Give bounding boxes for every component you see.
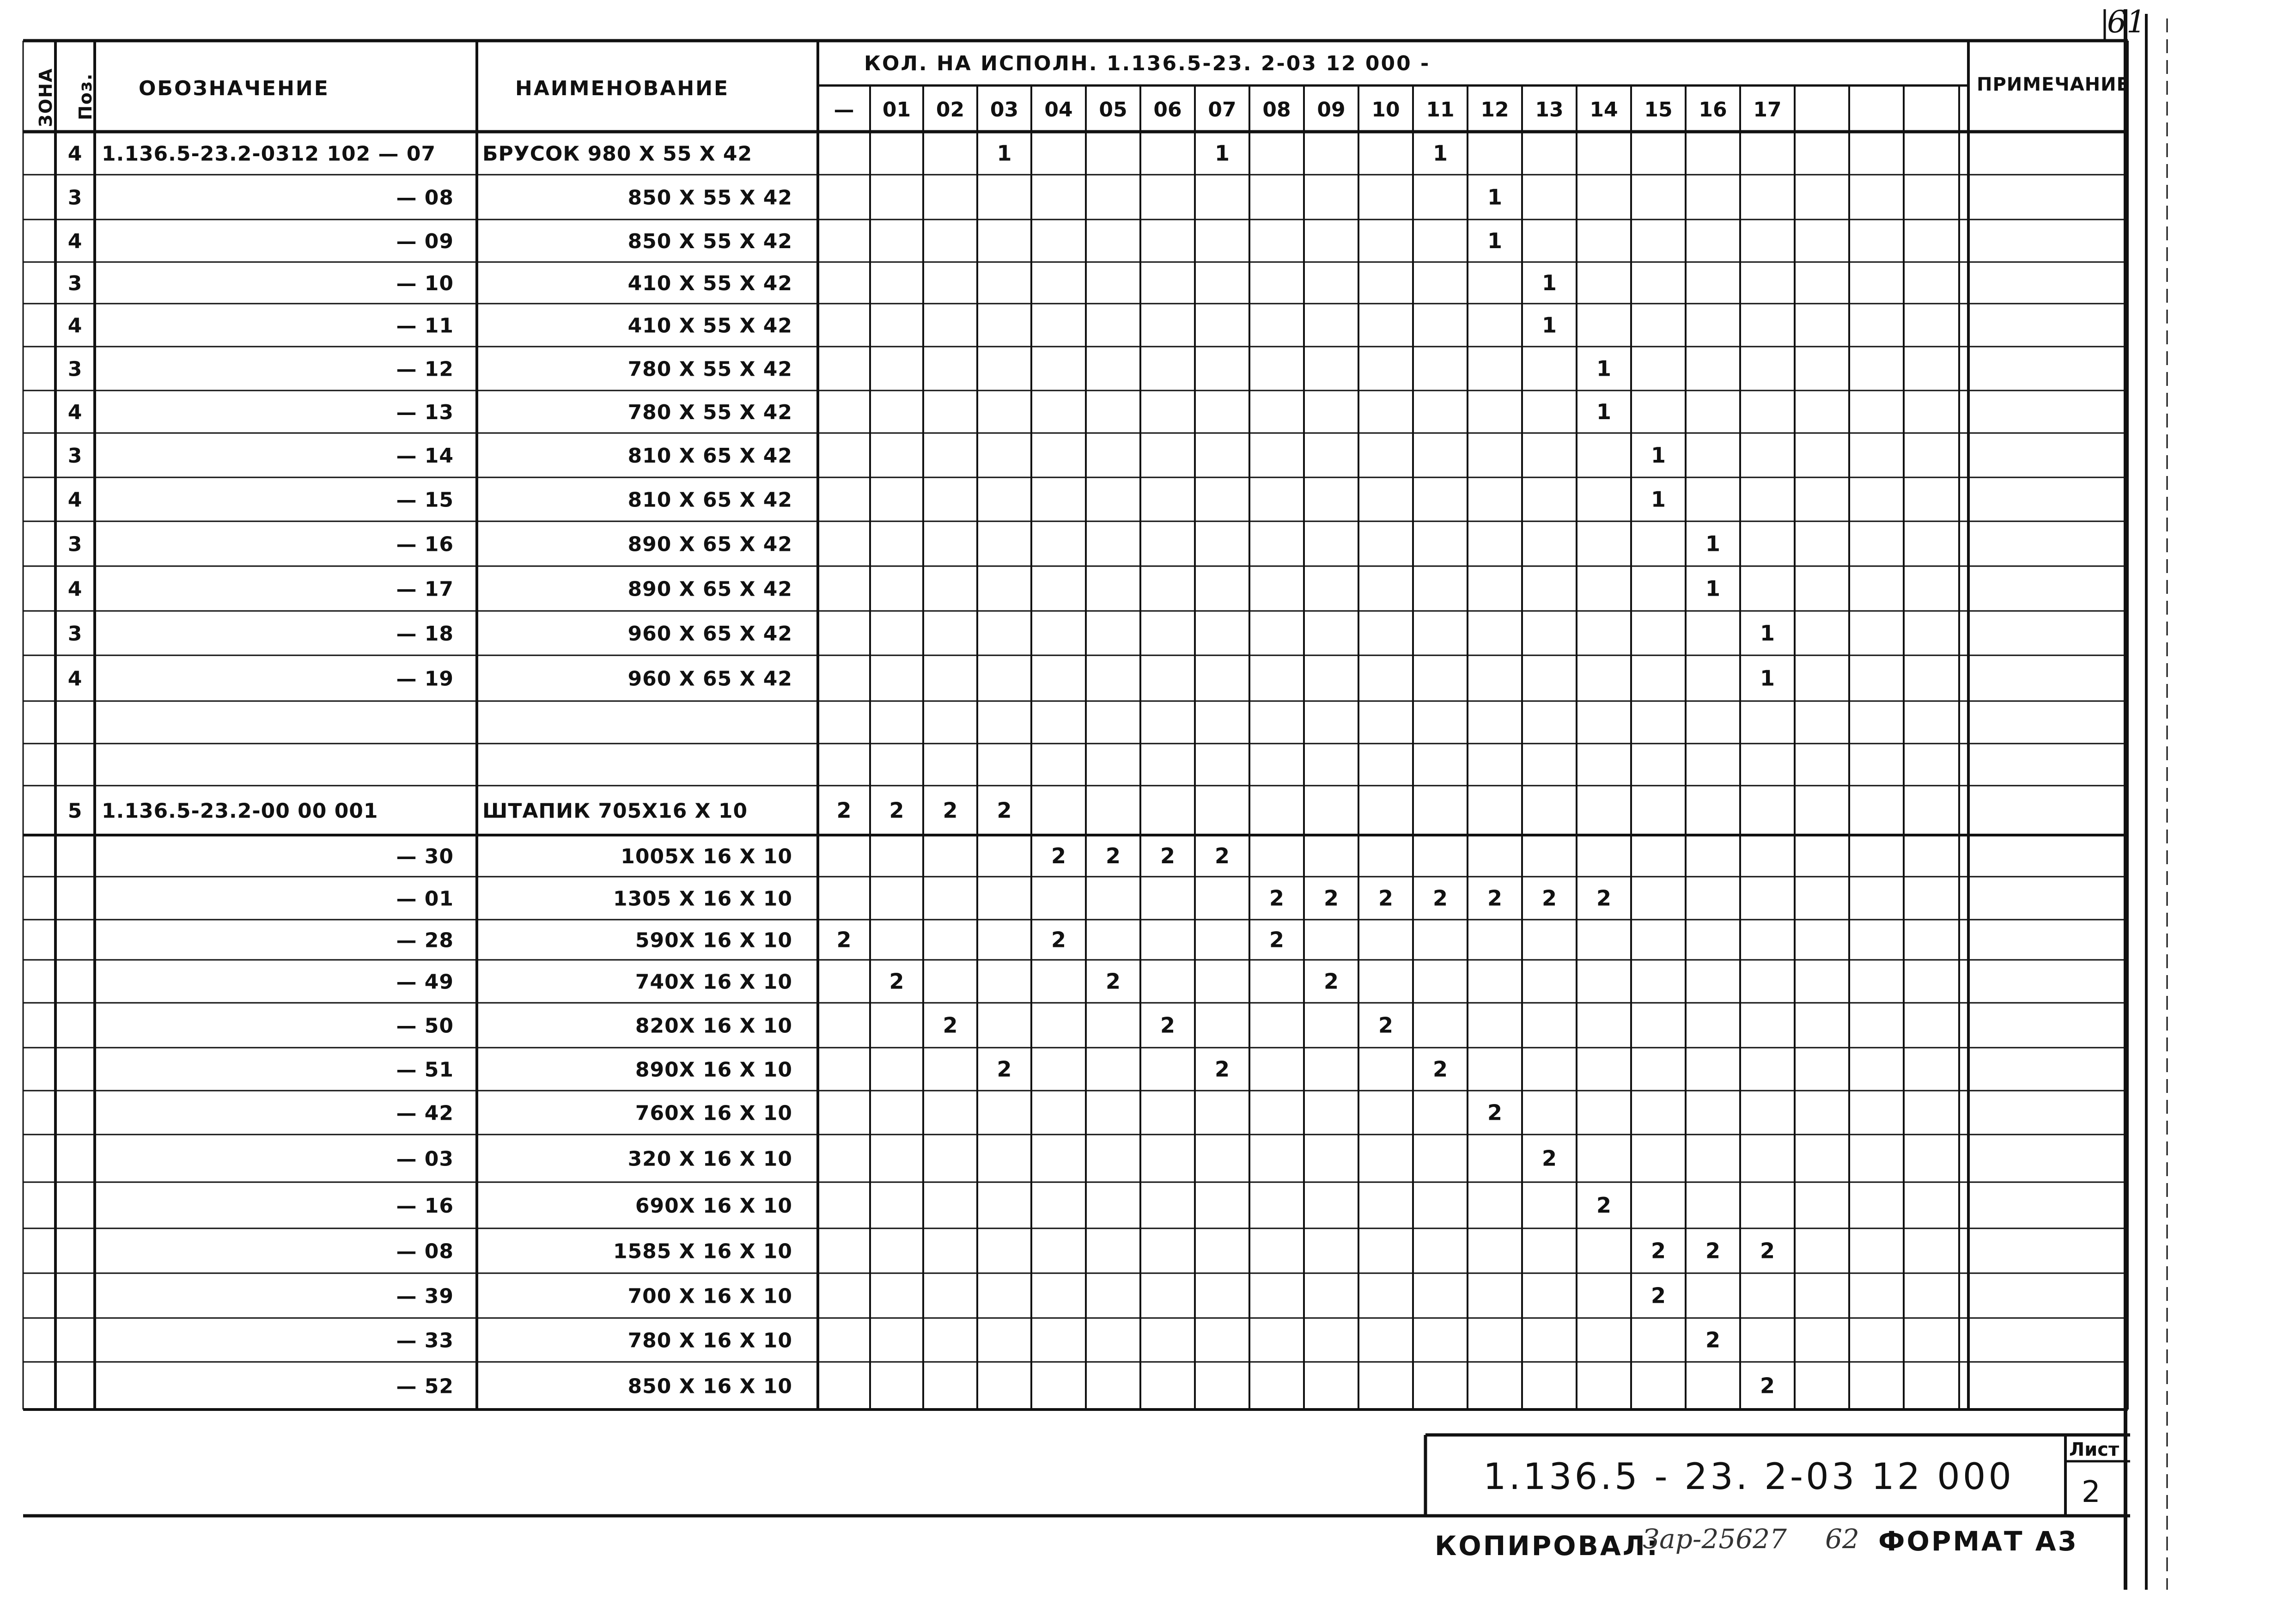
column-header-name: НАИМЕНОВАНИЕ	[515, 77, 730, 100]
row-name: 850 Х 55 Х 42	[627, 230, 792, 253]
row-name: 890Х 16 Х 10	[635, 1058, 792, 1082]
qty-cell: 2	[1160, 1013, 1175, 1038]
row-pos: 3	[67, 186, 83, 210]
row-designation: — 30	[396, 845, 454, 868]
column-header-designation: ОБОЗНАЧЕНИЕ	[139, 77, 329, 100]
variant-header-17: 17	[1753, 98, 1782, 122]
row-pos: 3	[67, 272, 83, 295]
qty-cell: 2	[1432, 885, 1448, 911]
row-pos: 3	[67, 622, 83, 646]
row-pos: 3	[67, 357, 83, 381]
row-name: 760Х 16 Х 10	[635, 1101, 792, 1125]
qty-cell: 2	[836, 927, 852, 952]
row-name: 740Х 16 Х 10	[635, 970, 792, 994]
qty-cell: 2	[1760, 1238, 1775, 1263]
row-designation: — 03	[396, 1147, 454, 1171]
row-name: 850 Х 55 Х 42	[627, 186, 792, 210]
row-name: 320 Х 16 Х 10	[627, 1147, 792, 1171]
qty-cell: 1	[1705, 531, 1721, 556]
column-header-pos: Поз.	[75, 73, 96, 120]
qty-cell: 1	[1541, 270, 1557, 295]
row-designation: — 28	[396, 928, 454, 952]
footer-copied-label: КОПИРОВАЛ:	[1435, 1530, 1660, 1562]
qty-cell: 2	[1487, 1100, 1503, 1125]
row-designation: — 16	[396, 532, 454, 556]
row-name: 590Х 16 Х 10	[635, 928, 792, 952]
row-name: 890 Х 65 Х 42	[627, 532, 792, 556]
row-designation: — 11	[396, 314, 454, 338]
row-pos: 4	[67, 401, 83, 424]
qty-cell: 2	[1214, 1056, 1230, 1082]
row-name: 780 Х 55 Х 42	[627, 401, 792, 424]
row-designation: — 13	[396, 401, 454, 424]
footer-number: 62	[1825, 1523, 1859, 1555]
variant-header-12: 12	[1480, 98, 1509, 122]
qty-cell: 2	[1650, 1283, 1666, 1308]
row-designation: — 01	[396, 887, 454, 911]
qty-cell: 2	[1487, 885, 1503, 911]
row-designation: — 12	[396, 357, 454, 381]
row-name: 1585 Х 16 Х 10	[613, 1239, 792, 1263]
row-name: 960 Х 65 Х 42	[627, 622, 792, 646]
row-pos: 4	[67, 142, 83, 166]
row-designation: — 19	[396, 667, 454, 691]
title-block-sheet-label: Лист	[2069, 1439, 2119, 1460]
qty-cell: 2	[1705, 1327, 1721, 1353]
title-block-code: 1.136.5 - 23. 2-03 12 000	[1483, 1456, 2015, 1498]
row-designation: — 14	[396, 444, 454, 468]
qty-cell: 2	[1705, 1238, 1721, 1263]
row-pos: 4	[67, 230, 83, 253]
qty-cell: 2	[1214, 843, 1230, 868]
variant-header-06: 06	[1153, 98, 1182, 122]
variant-header-07: 07	[1208, 98, 1236, 122]
qty-cell: 2	[1105, 843, 1121, 868]
row-name: 850 Х 16 Х 10	[627, 1374, 792, 1398]
row-designation: — 08	[396, 1239, 454, 1263]
qty-cell: 2	[1051, 843, 1066, 868]
column-header-zone: ЗОНА	[36, 67, 56, 127]
qty-cell: 1	[1650, 487, 1666, 512]
footer-format: ФОРМАТ А3	[1878, 1525, 2078, 1557]
footer-signature: Зар-25627	[1643, 1523, 1787, 1555]
qty-cell: 2	[943, 798, 958, 823]
row-designation: — 15	[396, 488, 454, 512]
row-designation: 1.136.5-23.2-00 00 001	[102, 799, 378, 823]
row-name: 410 Х 55 Х 42	[627, 314, 792, 338]
row-pos: 5	[67, 799, 83, 823]
qty-cell: 2	[1269, 885, 1285, 911]
variant-header-11: 11	[1426, 98, 1455, 122]
row-designation: — 49	[396, 970, 454, 994]
variant-header-08: 08	[1262, 98, 1291, 122]
row-name: 690Х 16 Х 10	[635, 1194, 792, 1218]
variant-header-05: 05	[1099, 98, 1127, 122]
variant-header-09: 09	[1317, 98, 1346, 122]
qty-cell: 1	[1487, 228, 1503, 253]
row-designation: — 51	[396, 1058, 454, 1082]
qty-cell: 2	[836, 798, 852, 823]
qty-cell: 1	[1705, 576, 1721, 601]
row-name: 1305 Х 16 Х 10	[613, 887, 792, 911]
row-name: 1005Х 16 Х 10	[621, 845, 792, 868]
row-designation: — 39	[396, 1284, 454, 1308]
column-header-note: ПРИМЕЧАНИЕ	[1977, 74, 2130, 95]
variant-header-13: 13	[1535, 98, 1564, 122]
row-name: 780 Х 55 Х 42	[627, 357, 792, 381]
corner-sheet-number: 61	[2107, 4, 2146, 40]
row-designation: — 08	[396, 186, 454, 210]
qty-cell: 2	[1378, 885, 1394, 911]
column-header-qty: КОЛ. НА ИСПОЛН. 1.136.5-23. 2-03 12 000 -	[864, 52, 1431, 75]
qty-cell: 2	[997, 1056, 1012, 1082]
row-designation: — 42	[396, 1101, 454, 1125]
variant-header-10: 10	[1371, 98, 1400, 122]
qty-cell: 2	[1160, 843, 1175, 868]
variant-header-01: 01	[882, 98, 911, 122]
variant-header-14: 14	[1590, 98, 1618, 122]
row-name: ШТАПИК 705Х16 Х 10	[482, 799, 748, 823]
row-name: 820Х 16 Х 10	[635, 1014, 792, 1038]
row-name: 810 Х 65 Х 42	[627, 488, 792, 512]
qty-cell: 1	[1596, 356, 1612, 381]
row-name: 890 Х 65 Х 42	[627, 577, 792, 601]
qty-cell: 2	[889, 798, 904, 823]
qty-cell: 1	[1760, 665, 1775, 691]
row-name: 700 Х 16 Х 10	[627, 1284, 792, 1308]
row-name: 810 Х 65 Х 42	[627, 444, 792, 468]
variant-header-03: 03	[990, 98, 1019, 122]
variant-header-02: 02	[936, 98, 965, 122]
variant-header-base: —	[834, 98, 854, 122]
qty-cell: 1	[1541, 312, 1557, 338]
qty-cell: 2	[1323, 969, 1339, 994]
row-pos: 4	[67, 314, 83, 338]
qty-cell: 1	[1214, 140, 1230, 166]
variant-header-04: 04	[1044, 98, 1073, 122]
qty-cell: 2	[1051, 927, 1066, 952]
qty-cell: 2	[1541, 1146, 1557, 1171]
qty-cell: 2	[1760, 1373, 1775, 1398]
qty-cell: 2	[1378, 1013, 1394, 1038]
qty-cell: 1	[997, 140, 1012, 166]
qty-cell: 1	[1596, 399, 1612, 424]
qty-cell: 2	[1105, 969, 1121, 994]
qty-cell: 2	[997, 798, 1012, 823]
row-pos: 4	[67, 667, 83, 691]
qty-cell: 2	[1596, 1193, 1612, 1218]
row-designation: 1.136.5-23.2-0312 102 — 07	[102, 142, 436, 166]
row-name: БРУСОК 980 Х 55 Х 42	[482, 142, 753, 166]
qty-cell: 2	[1323, 885, 1339, 911]
row-designation: — 33	[396, 1329, 454, 1353]
qty-cell: 1	[1487, 184, 1503, 210]
qty-cell: 1	[1432, 140, 1448, 166]
qty-cell: 2	[1596, 885, 1612, 911]
row-name: 780 Х 16 Х 10	[627, 1329, 792, 1353]
row-designation: — 52	[396, 1374, 454, 1398]
qty-cell: 2	[1650, 1238, 1666, 1263]
row-pos: 4	[67, 488, 83, 512]
row-designation: — 16	[396, 1194, 454, 1218]
row-name: 960 Х 65 Х 42	[627, 667, 792, 691]
row-designation: — 18	[396, 622, 454, 646]
row-pos: 4	[67, 577, 83, 601]
qty-cell: 2	[943, 1013, 958, 1038]
variant-header-16: 16	[1699, 98, 1727, 122]
title-block-sheet-number: 2	[2082, 1475, 2101, 1509]
variant-header-15: 15	[1644, 98, 1673, 122]
row-designation: — 17	[396, 577, 454, 601]
row-designation: — 09	[396, 230, 454, 253]
row-pos: 3	[67, 532, 83, 556]
qty-cell: 2	[1269, 927, 1285, 952]
row-designation: — 10	[396, 272, 454, 295]
qty-cell: 2	[889, 969, 904, 994]
qty-cell: 2	[1432, 1056, 1448, 1082]
row-name: 410 Х 55 Х 42	[627, 272, 792, 295]
row-designation: — 50	[396, 1014, 454, 1038]
row-pos: 3	[67, 444, 83, 468]
qty-cell: 1	[1650, 443, 1666, 468]
qty-cell: 2	[1541, 885, 1557, 911]
qty-cell: 1	[1760, 621, 1775, 646]
